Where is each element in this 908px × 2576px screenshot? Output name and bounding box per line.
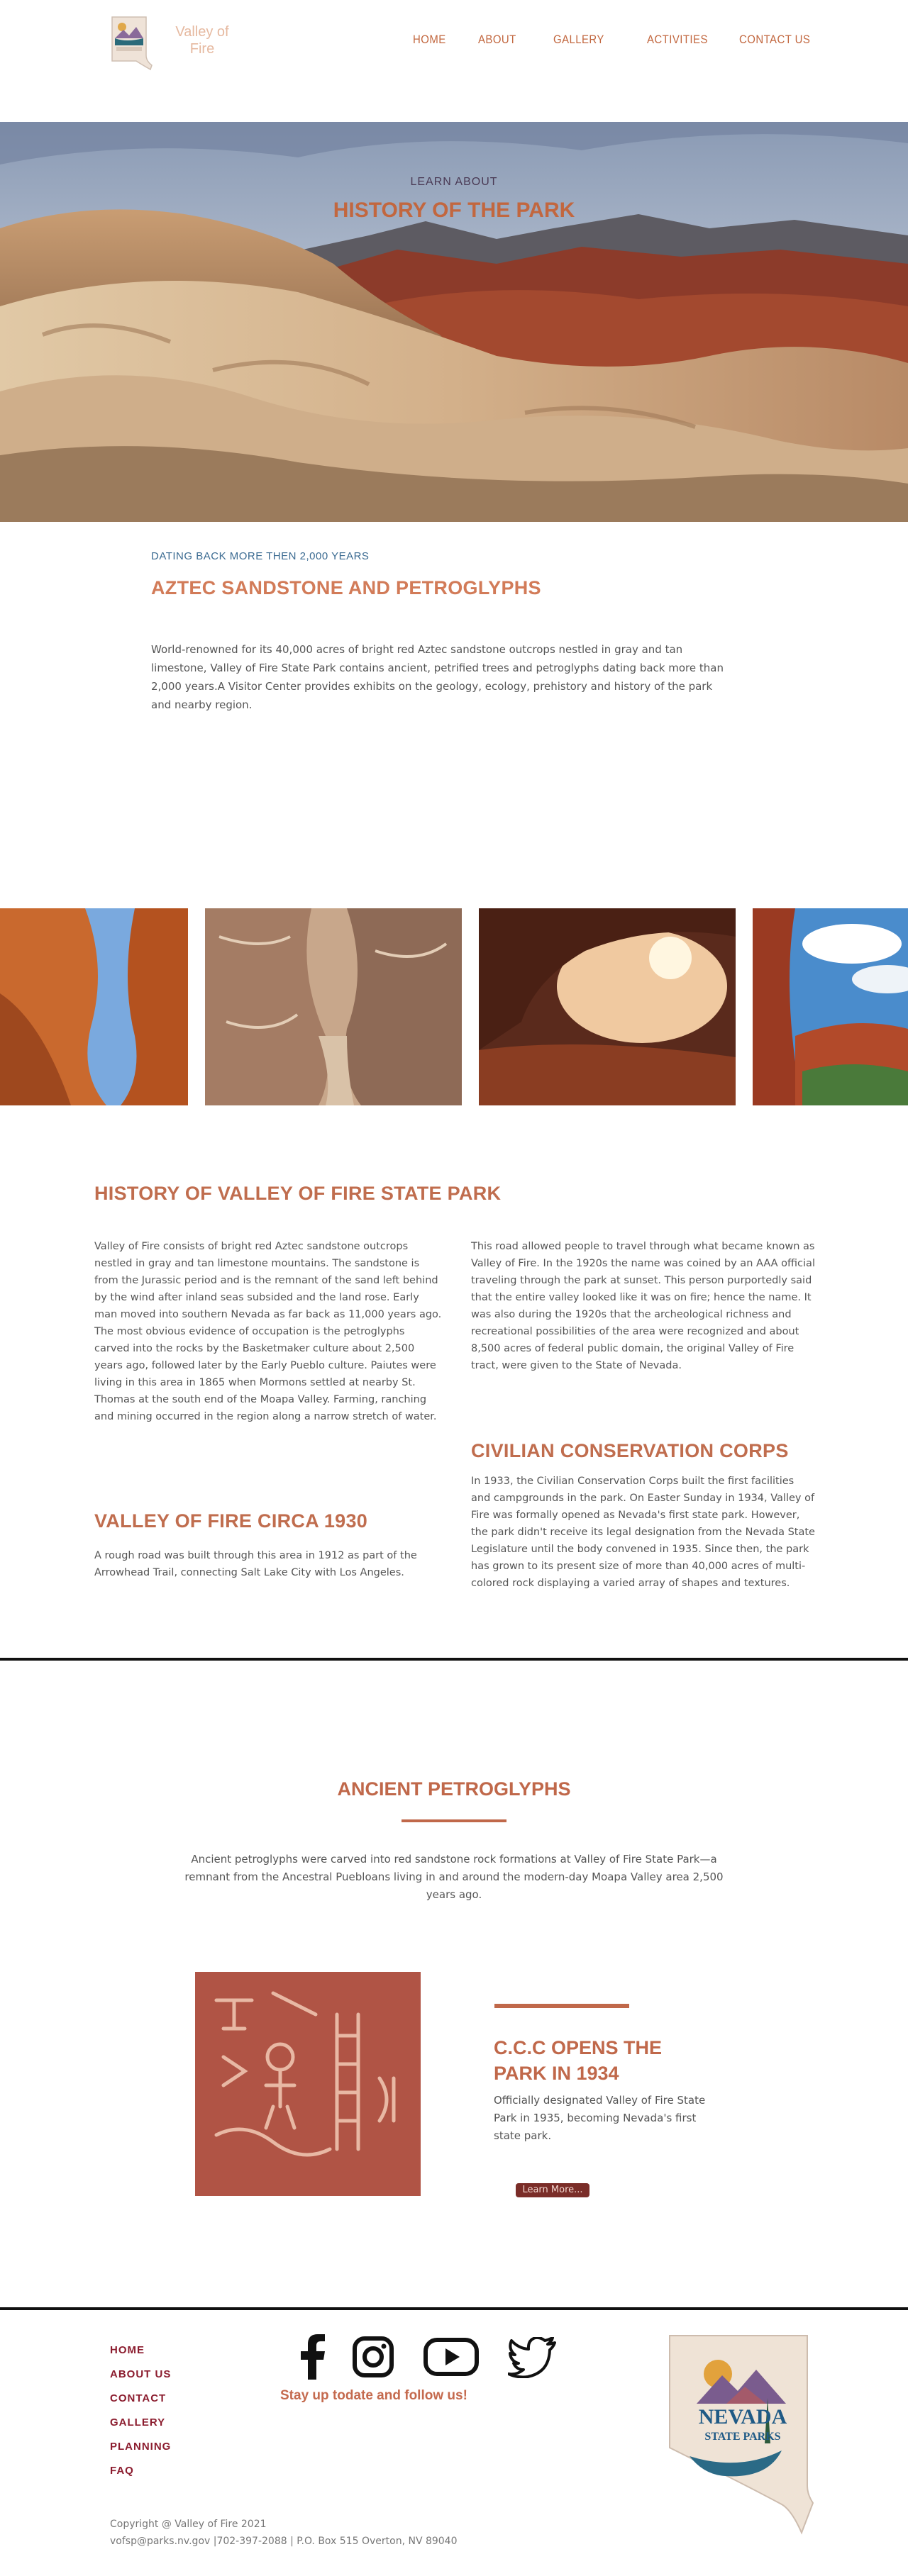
- nav-contact-us[interactable]: CONTACT US: [739, 33, 811, 46]
- nevada-state-parks-badge-icon[interactable]: [661, 2330, 817, 2536]
- gallery-image-arch[interactable]: [479, 908, 736, 1105]
- nav-about[interactable]: ABOUT: [478, 33, 516, 46]
- footer-link-planning[interactable]: PLANNING: [110, 2441, 172, 2453]
- card-rule: [494, 2004, 629, 2008]
- logo-icon[interactable]: [108, 14, 155, 71]
- badge-state-parks-text: STATE PARKS: [704, 2431, 781, 2443]
- gallery-image-canyon[interactable]: [0, 908, 188, 1105]
- nav-home[interactable]: HOME: [413, 33, 446, 46]
- footer-link-faq[interactable]: FAQ: [110, 2465, 134, 2477]
- nav-activities[interactable]: ACTIVITIES: [647, 33, 708, 46]
- hero-eyebrow: LEARN ABOUT: [410, 176, 498, 188]
- history-right-body: This road allowed people to travel through what became known as Valley of Fire. In the 1920s the name was coined by an AAA official traveling through the park at sunset. This person purportedly said that the entire valley looked like it was on fire; hence the name. It was also during the 1920s that the archeological richness and recreational possibilities of the area were recognized and about 8,500 acres of federal public domain, the original Valley of Fire tract, were given to the State of Nevada.: [471, 1241, 815, 1371]
- history-left-body: Valley of Fire consists of bright red Aztec sandstone outcrops nestled in gray and tan limestone mountains. The sandstone is from the Jurassic period and is the remnant of the sand left behind by the wind after inland seas subsided and the land rose. Early man moved into southern Nevada as far back as 11,000 years ago. The most obvious evidence of occupation is the petroglyphs carved into the rocks by the Basketmaker culture about 2,500 years ago, followed later by the Early Pueblo culture. Paiutes were living in this area in 1865 when Mormons settled at nearby St. Thomas at the south end of the Moapa Valley. Farming, ranching and mining occurred in the region along a narrow stretch of water.: [94, 1241, 442, 1422]
- youtube-icon[interactable]: [423, 2337, 480, 2380]
- footer-divider: [0, 2307, 908, 2310]
- copyright: [110, 2516, 458, 2550]
- intro-eyebrow: DATING BACK MORE THEN 2,000 YEARS: [151, 550, 370, 562]
- learn-more-button[interactable]: Learn More...: [516, 2183, 589, 2197]
- hero-title: HISTORY OF THE PARK: [333, 199, 575, 222]
- intro-title: AZTEC SANDSTONE AND PETROGLYPHS: [151, 577, 541, 598]
- copyright-line: Copyright @ Valley of Fire 2021: [110, 2519, 267, 2530]
- card-title: C.C.C OPENS THE PARK IN 1934: [494, 2037, 663, 2084]
- circa-title: VALLEY OF FIRE CIRCA 1930: [94, 1510, 368, 1532]
- gallery-image-slot-canyon[interactable]: [205, 908, 462, 1105]
- footer-link-gallery[interactable]: GALLERY: [110, 2416, 166, 2429]
- nav-gallery[interactable]: GALLERY: [553, 33, 604, 46]
- badge-nevada-text: NEVADA: [698, 2405, 787, 2429]
- petroglyphs-title: ANCIENT PETROGLYPHS: [337, 1778, 571, 1800]
- gallery-strip: [0, 908, 908, 1105]
- footer-link-about-us[interactable]: ABOUT US: [110, 2368, 172, 2380]
- facebook-icon[interactable]: [298, 2334, 326, 2382]
- instagram-icon[interactable]: [352, 2336, 394, 2381]
- site-header: [0, 0, 908, 122]
- twitter-icon[interactable]: [508, 2337, 558, 2381]
- footer-link-home[interactable]: HOME: [110, 2344, 145, 2356]
- history-title: HISTORY OF VALLEY OF FIRE STATE PARK: [94, 1183, 502, 1204]
- ccc-title: CIVILIAN CONSERVATION CORPS: [471, 1440, 789, 1461]
- contact-line: vofsp@parks.nv.gov |702-397-2088 | P.O. Box 515 Overton, NV 89040: [110, 2536, 458, 2547]
- section-divider: [0, 1658, 908, 1661]
- gallery-image-red-rock[interactable]: [753, 908, 908, 1105]
- footer-link-contact[interactable]: CONTACT: [110, 2392, 167, 2404]
- petroglyphs-body: Ancient petroglyphs were carved into red sandstone rock formations at Valley of Fire State Park—a remnant from the Ancestral Puebloans living in and around the modern-day Moapa Valley area 2,500 years ago.: [184, 1853, 724, 1901]
- card-body: Officially designated Valley of Fire State Park in 1935, becoming Nevada's first state park.: [494, 2094, 706, 2142]
- petroglyphs-rule: [402, 1819, 506, 1822]
- follow-us-text: Stay up todate and follow us!: [280, 2388, 467, 2403]
- circa-body: A rough road was built through this area in 1912 as part of the Arrowhead Trail, connecting Salt Lake City with Los Angeles.: [94, 1550, 417, 1578]
- logo-text[interactable]: Valley of Fire: [175, 24, 229, 57]
- ccc-body: In 1933, the Civilian Conservation Corps built the first facilities and campgrounds in the park. On Easter Sunday in 1934, Valley of Fire was formally opened as Nevada's first state park. However, the park didn't receive its legal designation from the Nevada State Legislature until the body convened in 1935. Since then, the park has grown to its present size of more than 40,000 acres of multi-colored rock displaying a varied array of shapes and textures.: [471, 1476, 815, 1589]
- intro-body: World-renowned for its 40,000 acres of bright red Aztec sandstone outcrops nestled in gray and tan limestone, Valley of Fire State Park contains ancient, petrified trees and petroglyphs dating back more than 2,000 years.A Visitor Center provides exhibits on the geology, ecology, prehistory and history of the park and nearby region.: [151, 643, 724, 711]
- petroglyph-image: [195, 1972, 421, 2196]
